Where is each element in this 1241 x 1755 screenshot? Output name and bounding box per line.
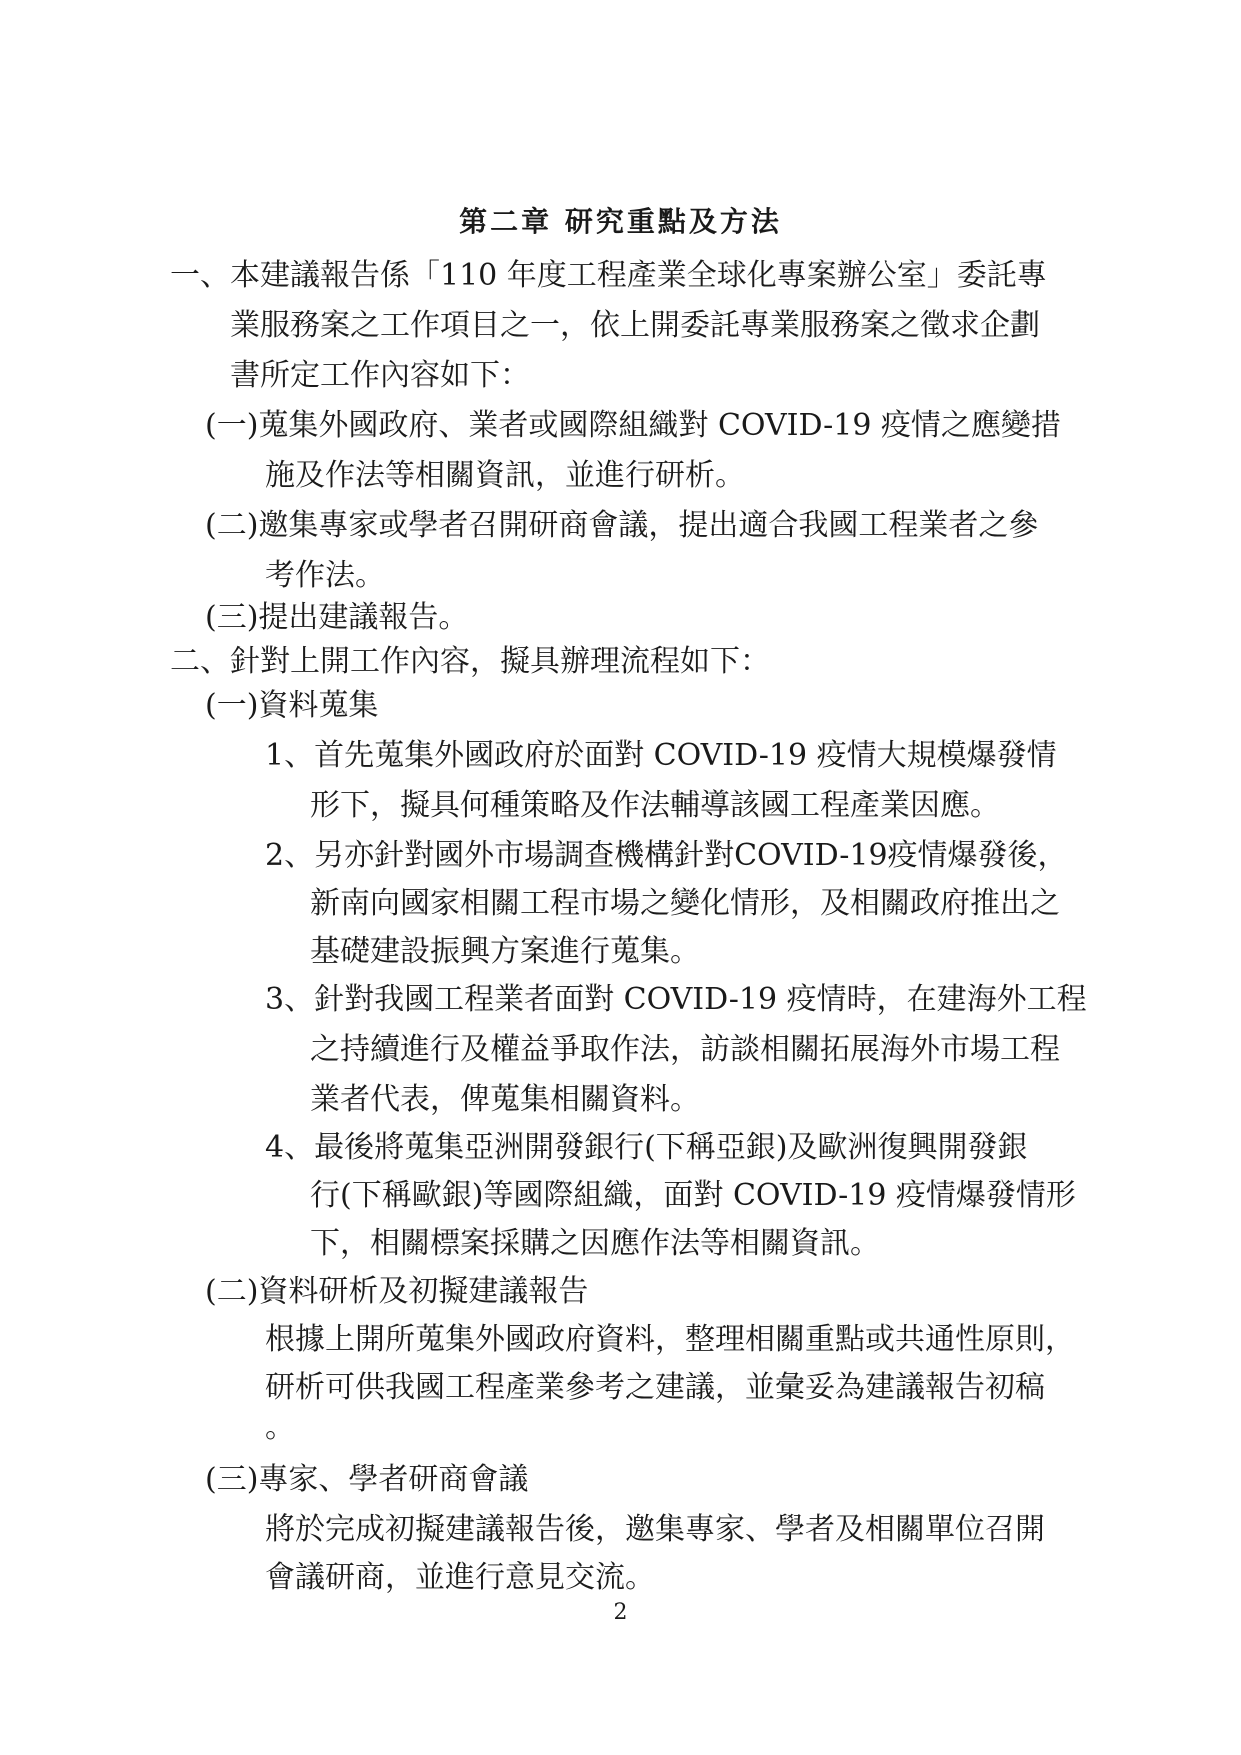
text-line: 業者代表，俾蒐集相關資料。 [310, 1082, 700, 1117]
text-line: 。 [265, 1410, 295, 1445]
text-line: (一)資料蒐集 [205, 688, 379, 723]
text-line: 新南向國家相關工程市場之變化情形，及相關政府推出之 [310, 886, 1060, 921]
text-line: 考作法。 [265, 558, 385, 593]
text-line: 4、最後將蒐集亞洲開發銀行(下稱亞銀)及歐洲復興開發銀 [265, 1130, 1028, 1165]
text-line: 下，相關標案採購之因應作法等相關資訊。 [310, 1226, 880, 1261]
text-line: 行(下稱歐銀)等國際組織，面對 COVID-19 疫情爆發情形 [310, 1178, 1076, 1213]
text-line: 形下，擬具何種策略及作法輔導該國工程產業因應。 [310, 788, 1000, 823]
text-line: (三)提出建議報告。 [205, 600, 469, 635]
text-line: 書所定工作內容如下： [230, 358, 530, 393]
text-line: (三)專家、學者研商會議 [205, 1462, 529, 1497]
text-line: 將於完成初擬建議報告後，邀集專家、學者及相關單位召開 [265, 1512, 1045, 1547]
text-line: 基礎建設振興方案進行蒐集。 [310, 934, 700, 969]
text-line: 之持續進行及權益爭取作法，訪談相關拓展海外市場工程 [310, 1032, 1060, 1067]
text-line: (二)邀集專家或學者召開研商會議，提出適合我國工程業者之參 [205, 508, 1039, 543]
text-line: 研析可供我國工程產業參考之建議，並彙妥為建議報告初稿 [265, 1370, 1045, 1405]
text-line: 一、本建議報告係「110 年度工程產業全球化專案辦公室」委託專 [170, 258, 1047, 293]
text-line: (一)蒐集外國政府、業者或國際組織對 COVID-19 疫情之應變措 [205, 408, 1061, 443]
text-line: 二、針對上開工作內容，擬具辦理流程如下： [170, 644, 770, 679]
page-number: 2 [613, 1600, 628, 1625]
text-line: 業服務案之工作項目之一，依上開委託專業服務案之徵求企劃 [230, 308, 1040, 343]
text-line: 3、針對我國工程業者面對 COVID-19 疫情時，在建海外工程 [265, 982, 1087, 1017]
text-line: 施及作法等相關資訊，並進行研析。 [265, 458, 745, 493]
text-line: (二)資料研析及初擬建議報告 [205, 1274, 589, 1309]
text-line: 會議研商，並進行意見交流。 [265, 1560, 655, 1595]
text-line: 1、首先蒐集外國政府於面對 COVID-19 疫情大規模爆發情 [265, 738, 1057, 773]
chapter-title: 第二章 研究重點及方法 [459, 205, 782, 238]
text-line: 2、另亦針對國外市場調查機構針對COVID-19疫情爆發後， [265, 838, 1068, 873]
text-line: 根據上開所蒐集外國政府資料，整理相關重點或共通性原則， [265, 1322, 1075, 1357]
